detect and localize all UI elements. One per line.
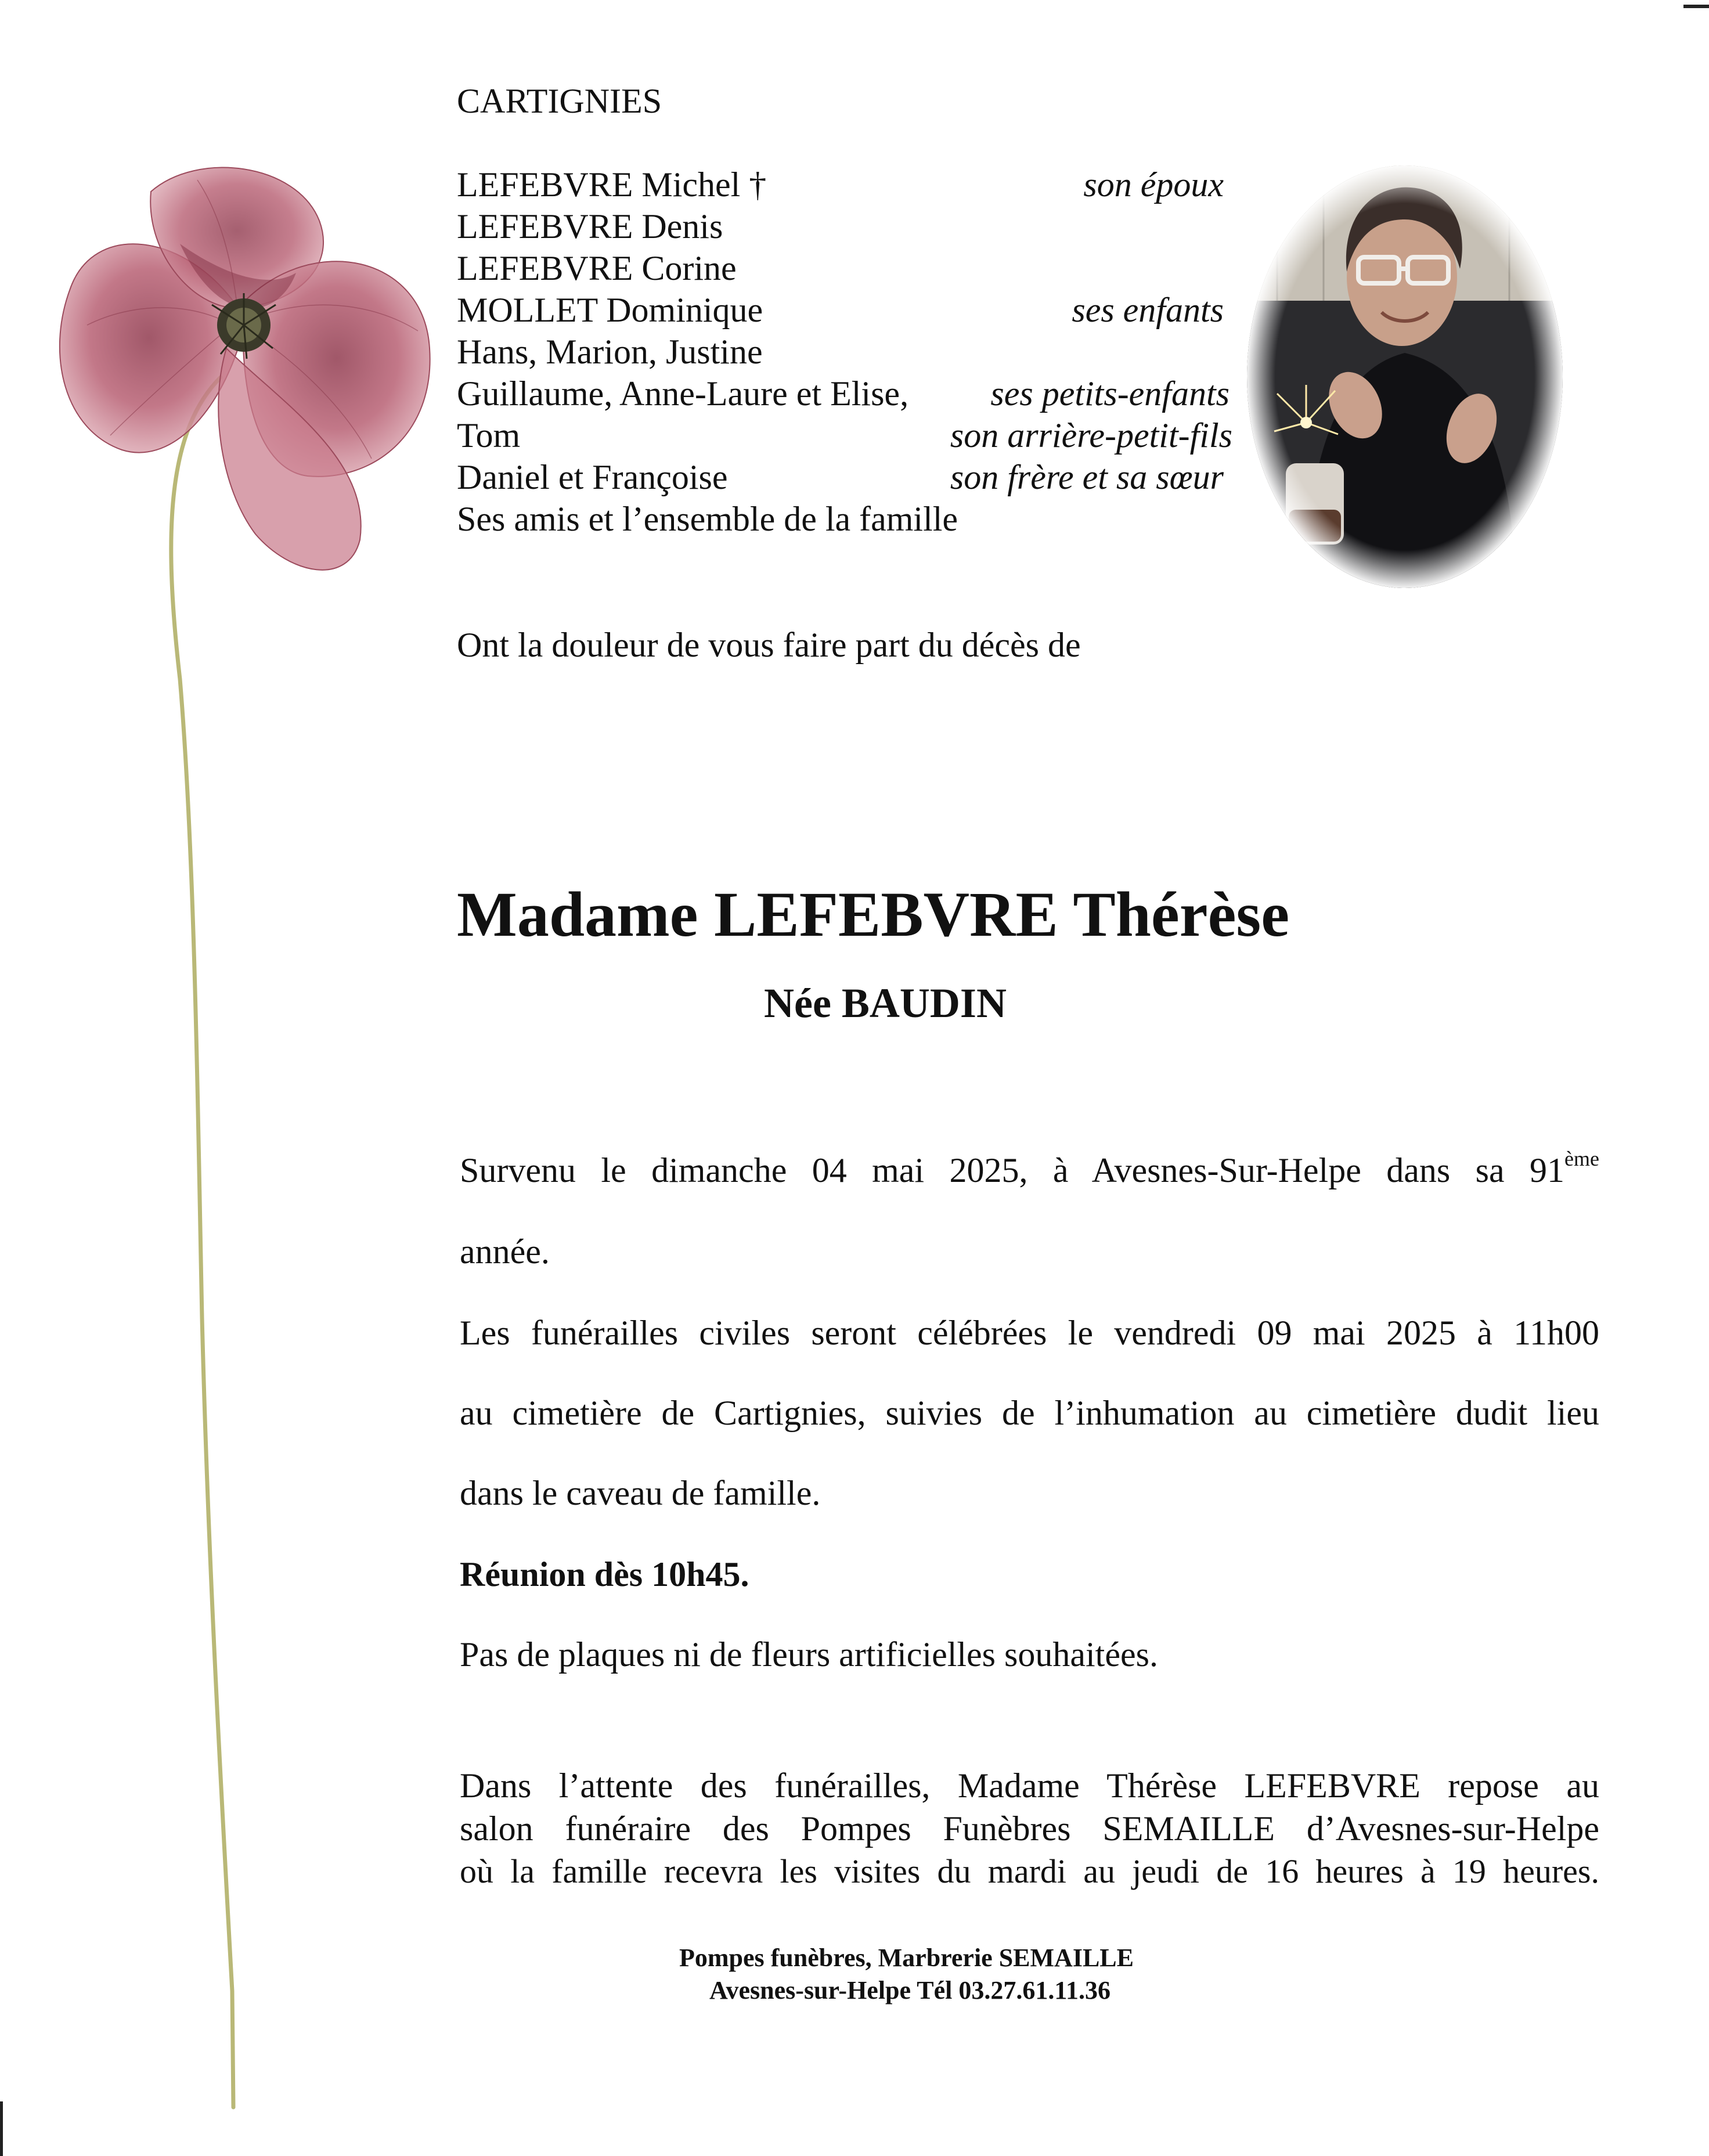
family-member-name: Guillaume, Anne-Laure et Elise,: [457, 374, 909, 413]
family-member-role: son frère et sa sœur: [950, 458, 1224, 496]
family-member-name: MOLLET Dominique: [457, 291, 763, 329]
family-member-role: son arrière-petit-fils: [950, 416, 1232, 455]
scan-edge-mark-top-right: [1683, 5, 1709, 8]
announcement-text: Ont la douleur de vous faire part du décès de: [457, 626, 1081, 664]
wake-info-line-2: salon funéraire des Pompes Funèbres SEMAILLE d’Avesnes-sur-Helpe: [460, 1809, 1599, 1848]
wake-info-line-3: où la famille recevra les visites du mardi au jeudi de 16 heures à 19 heures.: [460, 1852, 1599, 1890]
funeral-info-line-1: Les funérailles civiles seront célébrées le vendredi 09 mai 2025 à 11h00: [460, 1314, 1599, 1352]
death-details-text: Survenu le dimanche 04 mai 2025, à Avesnes-Sur-Helpe dans sa 91: [460, 1151, 1565, 1189]
family-member-name: Tom: [457, 416, 521, 455]
family-member-role: ses enfants: [1072, 291, 1224, 329]
family-member-name: Hans, Marion, Justine: [457, 333, 763, 371]
funeral-info-line-3: dans le caveau de famille.: [460, 1474, 821, 1512]
poppy-flower-illustration: [46, 157, 464, 2119]
ordinal-suffix: ème: [1564, 1147, 1599, 1170]
portrait-photo: [1242, 161, 1567, 592]
deceased-name: Madame LEFEBVRE Thérèse: [457, 879, 1290, 950]
family-member-name: LEFEBVRE Corine: [457, 249, 737, 287]
family-member-name: LEFEBVRE Denis: [457, 207, 723, 246]
family-member-name: LEFEBVRE Michel †: [457, 165, 767, 204]
poppy-stem: [171, 377, 233, 2107]
location-heading: CARTIGNIES: [457, 82, 662, 120]
family-member-name: Ses amis et l’ensemble de la famille: [457, 500, 958, 538]
wake-info-line-1: Dans l’attente des funérailles, Madame Thérèse LEFEBVRE repose au: [460, 1766, 1599, 1805]
flowers-notice: Pas de plaques ni de fleurs artificielles souhaitées.: [460, 1635, 1158, 1674]
family-member-role: ses petits-enfants: [990, 374, 1230, 413]
death-details-continuation: année.: [460, 1232, 550, 1271]
deceased-maiden-name: Née BAUDIN: [764, 980, 1007, 1026]
family-member-role: son époux: [1083, 165, 1224, 204]
scan-edge-mark-bottom-left: [0, 2101, 3, 2156]
footer-company: Pompes funèbres, Marbrerie SEMAILLE: [679, 1944, 1134, 1972]
funeral-info-line-2: au cimetière de Cartignies, suivies de l’inhumation au cimetière dudit lieu: [460, 1394, 1599, 1432]
meeting-time: Réunion dès 10h45.: [460, 1555, 749, 1593]
family-member-name: Daniel et Françoise: [457, 458, 728, 496]
footer-contact: Avesnes-sur-Helpe Tél 03.27.61.11.36: [709, 1976, 1111, 2004]
death-details-line: [460, 1149, 1599, 1191]
